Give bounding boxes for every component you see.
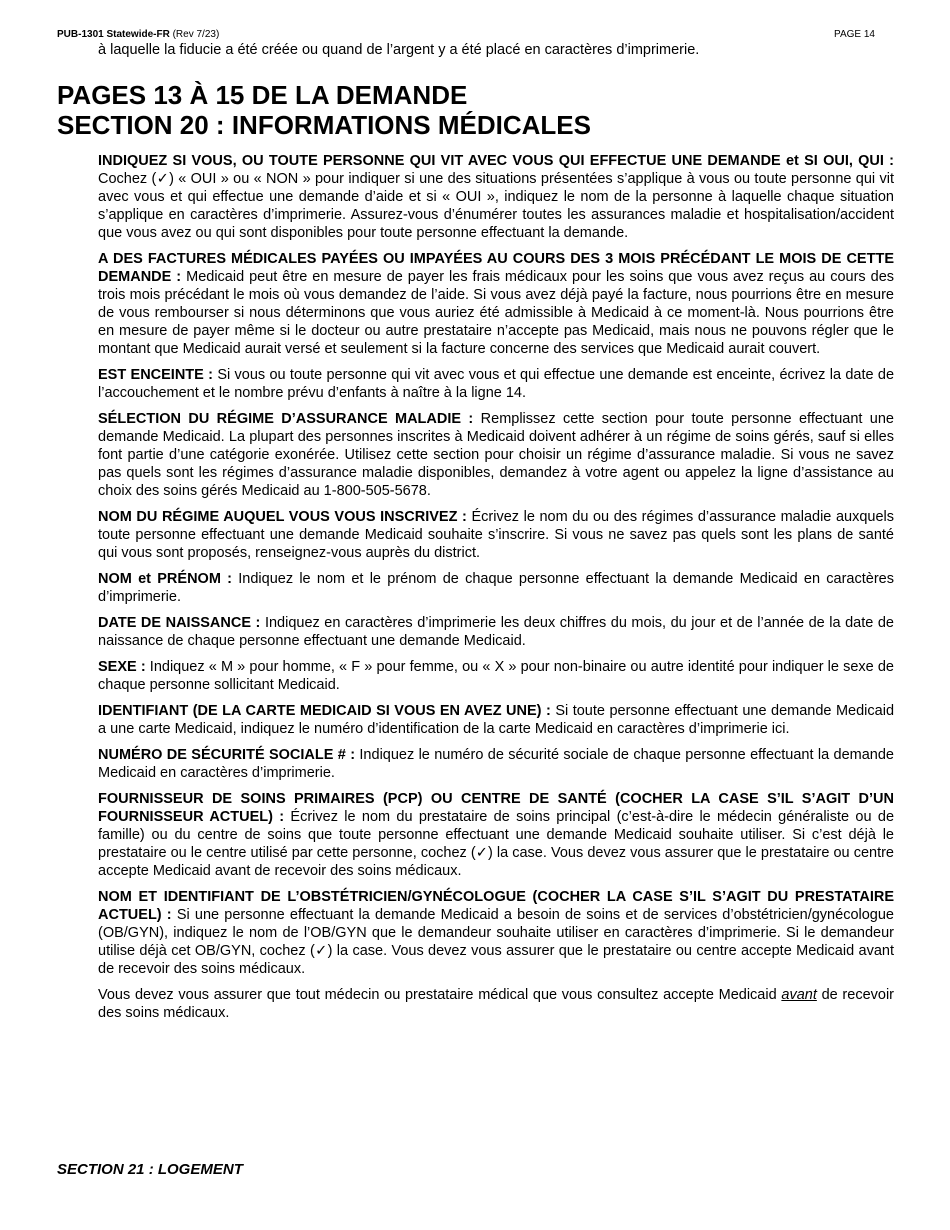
paragraph-text: Écrivez le nom du prestataire de soins principal (c’est-à-dire le médecin généraliste ou de famille) ou du centre de soins que toute personne effectuant une demande Medicaid souhaite utiliser. Si c’est déjà le prestataire ou le centre utilisé par cette personne, cochez (✓) la case. Vous devez vous assurer que le prestataire ou centre accepte Medicaid avant de recevoir des soins médicaux. (98, 809, 895, 879)
page-header (57, 29, 875, 40)
form-id-text: PUB-1301 Statewide-FR (57, 29, 170, 40)
paragraph-plan-name (98, 508, 894, 562)
paragraph-closing (98, 986, 894, 1022)
paragraph-medical-bills (98, 250, 894, 358)
closing-text-after: de recevoir des soins médicaux. (98, 987, 894, 1021)
paragraph-text: Cochez (✓) « OUI » ou « NON » pour indiquer si une des situations présentées s’applique à vous ou toute personne qui vit avec vous et qui effectue une demande d’aide et si « OUI », indiquez le nom de la personne à laquelle chaque situation s’applique en caractères d’imprimerie. Assurez-vous d’énumérer toutes les assurances maladie et hospitalisation/accident que vous avez ou qui sont disponibles pour toute personne effectuant la demande. (98, 171, 894, 241)
paragraph-text: Indiquez le numéro de sécurité sociale de chaque personne effectuant la demande Medicaid en caractères d’imprimerie. (98, 747, 894, 781)
paragraph-sex (98, 658, 894, 694)
paragraph-text: Si vous ou toute personne qui vit avec vous et qui effectue une demande est enceinte, écrivez la date de l’accouchement et le nombre prévu d’enfants à naître à la ligne 14. (98, 367, 895, 401)
paragraph-text: Si toute personne effectuant une demande Medicaid a une carte Medicaid, indiquez le numéro d’identification de la carte Medicaid en caractères d’imprimerie ici. (98, 703, 895, 737)
term-label: NOM DU RÉGIME AUQUEL VOUS VOUS INSCRIVEZ : (98, 509, 467, 525)
term-label: NOM ET IDENTIFIANT DE L’OBSTÉTRICIEN/GYNÉCOLOGUE (COCHER LA CASE S’IL S’AGIT DU PRESTATAIRE ACTUEL) : (98, 889, 894, 923)
paragraph-medicaid-id (98, 702, 894, 738)
paragraph-text: Medicaid peut être en mesure de payer les frais médicaux pour les soins que vous avez reçus au cours des trois mois précédant le mois où vous demandez de l’aide. Si vous avez déjà payé la facture, nous pourrions être en mesure de vous rembourser si nous déterminons que vous auriez été admissible à Medicaid à ce moment-là. Nous pourrions être en mesure de payer même si le docteur ou autre prestataire n’accepte pas Medicaid, mais nous ne pouvons régler que le montant que Medicaid aurait versé et seulement si la facture concerne des services que Medicaid aurait couvert. (98, 269, 895, 357)
page-number: PAGE 14 (834, 29, 875, 40)
term-label: INDIQUEZ SI VOUS, OU TOUTE PERSONNE QUI VIT AVEC VOUS QUI EFFECTUE UNE DEMANDE et SI OUI, QUI : (98, 153, 894, 169)
paragraph-obgyn (98, 888, 894, 978)
term-label: NUMÉRO DE SÉCURITÉ SOCIALE # : (98, 747, 356, 763)
paragraph-text: Remplissez cette section pour toute personne effectuant une demande Medicaid. La plupart des personnes inscrites à Medicaid doivent adhérer à un régime de soins gérés, sauf si elles font partie d’une catégorie exonérée. Utilisez cette section pour choisir un régime d’assurance maladie. Si vous ne savez pas quels sont les régimes d’assurance maladie disponibles, demandez à votre agent ou appelez la ligne d’assistance au choix des soins gérés Medicaid au 1-800-505-5678. (98, 411, 894, 499)
paragraph-text: Écrivez le nom du ou des régimes d’assurance maladie auxquels toute personne effectuant une demande Medicaid souhaite s’inscrire. Si vous ne savez pas quels sont les plans de santé qui vous sont proposés, renseignez-vous auprès du district. (98, 509, 895, 561)
closing-emphasis: avant (781, 987, 817, 1003)
paragraph-pregnant (98, 366, 894, 402)
paragraph-text: Indiquez le nom et le prénom de chaque personne effectuant la demande Medicaid en caractères d’imprimerie. (98, 571, 894, 605)
term-label: IDENTIFIANT (DE LA CARTE MEDICAID SI VOUS EN AVEZ UNE) : (98, 703, 551, 719)
paragraph-text: Indiquez en caractères d’imprimerie les deux chiffres du mois, du jour et de l’année de la date de naissance de chaque personne effectuant une demande Medicaid. (98, 615, 894, 649)
term-label: A DES FACTURES MÉDICALES PAYÉES OU IMPAYÉES AU COURS DES 3 MOIS PRÉCÉDANT LE MOIS DE CETTE DEMANDE : (98, 251, 894, 285)
continuation-text: à laquelle la fiducie a été créée ou quand de l’argent y a été placé en caractères d’imprimerie. (98, 42, 700, 58)
term-label: DATE DE NAISSANCE : (98, 615, 261, 631)
form-id (57, 29, 219, 40)
form-revision: (Rev 7/23) (172, 29, 220, 40)
instructions-body (98, 152, 894, 1030)
paragraph-pcp (98, 790, 894, 880)
section-21-heading: SECTION 21 : LOGEMENT (57, 1161, 243, 1178)
term-label: NOM et PRÉNOM : (98, 571, 232, 587)
paragraph-insurance (98, 152, 894, 242)
paragraph-text: Indiquez « M » pour homme, « F » pour femme, ou « X » pour non-binaire ou autre identité pour indiquer le sexe de chaque personne sollicitant Medicaid. (98, 659, 894, 693)
paragraph-text: Si une personne effectuant la demande Medicaid a besoin de soins et de services d’obstétricien/gynécologue (OB/GYN), indiquez le nom de l’OB/GYN que le demandeur souhaite utiliser en caractères d’imprimerie. Si le demandeur utilise déjà cet OB/GYN, cochez (✓) la case. Vous devez vous assurer que le prestataire ou centre accepte Medicaid avant de recevoir des soins médicaux. (98, 907, 894, 977)
term-label: FOURNISSEUR DE SOINS PRIMAIRES (PCP) OU CENTRE DE SANTÉ (COCHER LA CASE S’IL S’AGIT D’UN FOURNISSEUR ACTUEL) : (98, 791, 894, 825)
pages-heading: PAGES 13 À 15 DE LA DEMANDE (57, 80, 468, 110)
section-20-heading: SECTION 20 : INFORMATIONS MÉDICALES (57, 110, 591, 140)
paragraph-plan-selection (98, 410, 894, 500)
paragraph-name (98, 570, 894, 606)
section-headings (57, 80, 591, 140)
term-label: EST ENCEINTE : (98, 367, 213, 383)
paragraph-birth-date (98, 614, 894, 650)
closing-text-before: Vous devez vous assurer que tout médecin ou prestataire médical que vous consultez accepte Medicaid (98, 987, 777, 1003)
paragraph-ssn (98, 746, 894, 782)
term-label: SEXE : (98, 659, 146, 675)
term-label: SÉLECTION DU RÉGIME D’ASSURANCE MALADIE : (98, 411, 474, 427)
